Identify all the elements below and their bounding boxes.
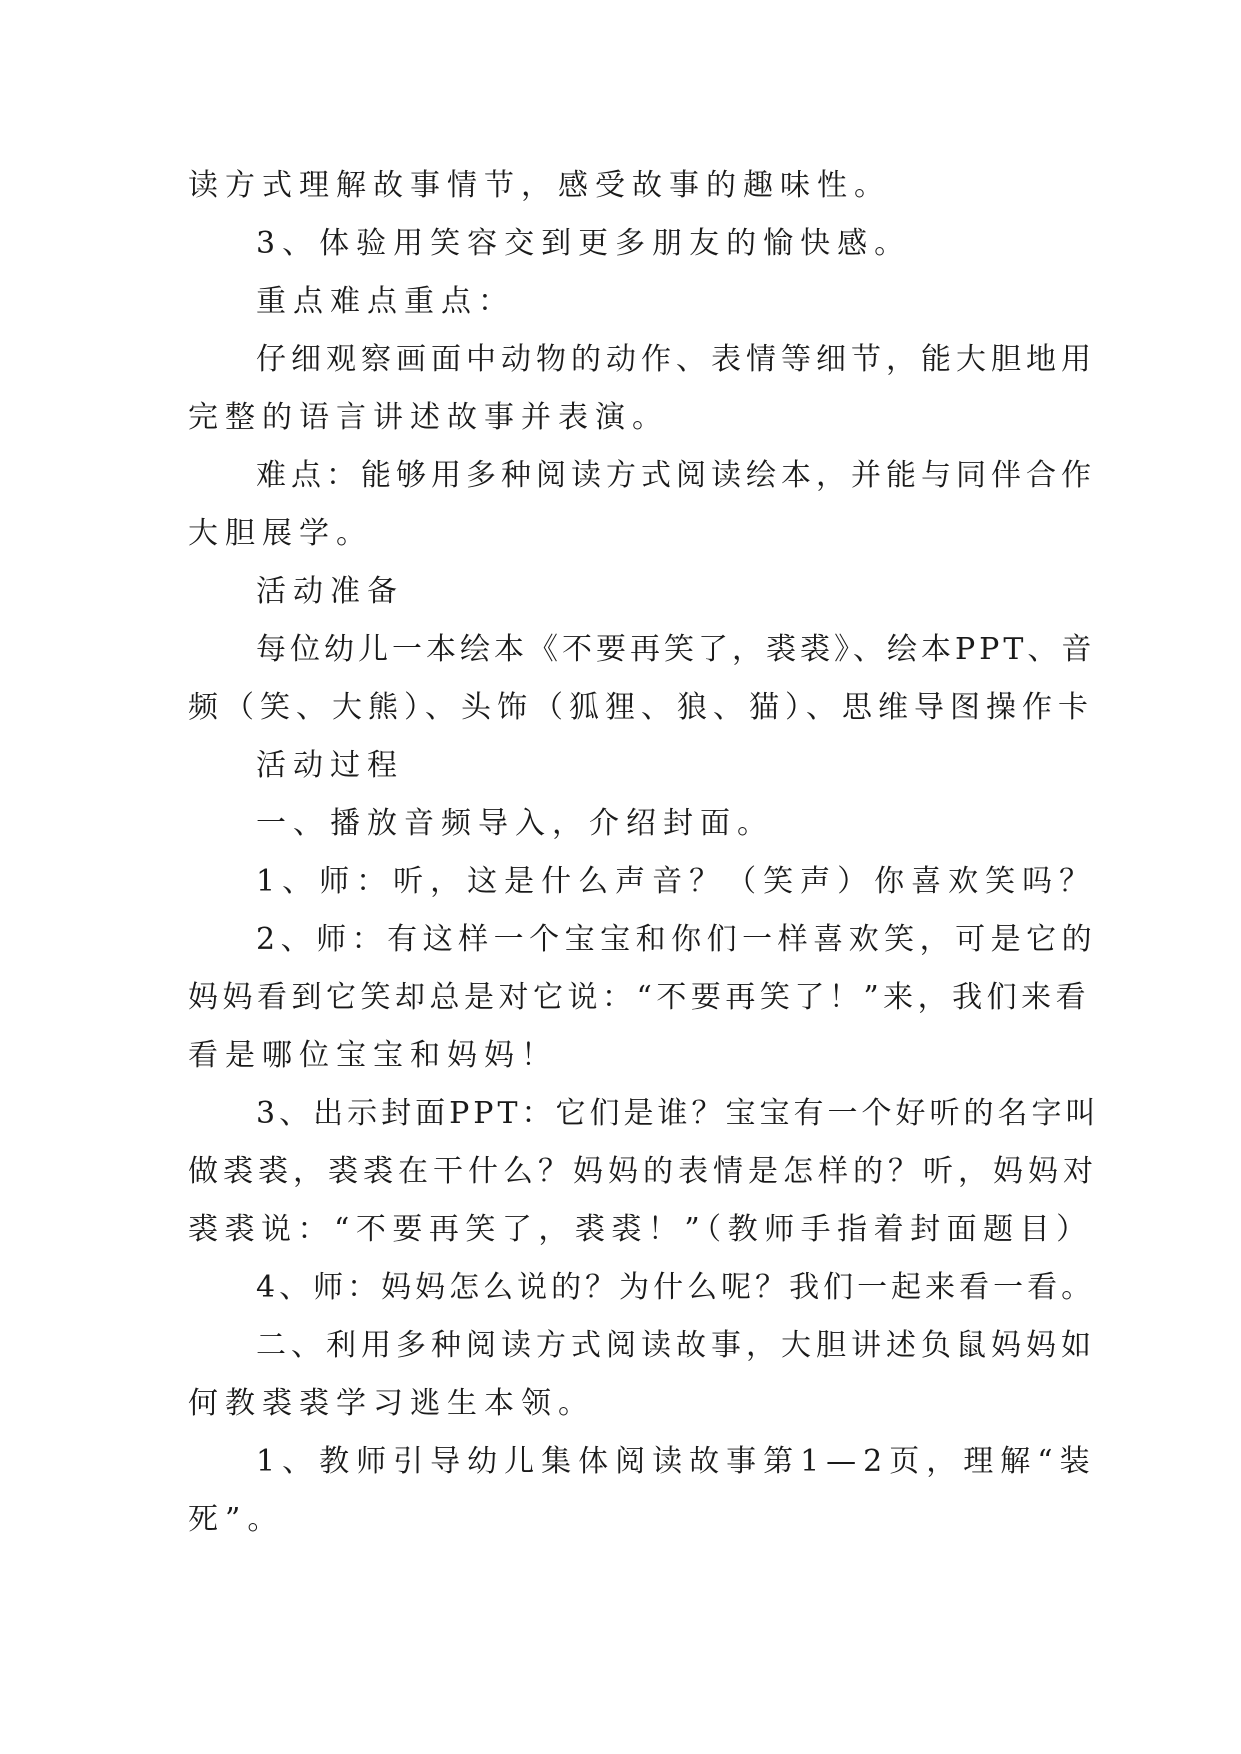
text-line: 3、体验用笑容交到更多朋友的愉快感。 [256, 226, 912, 261]
section-heading: 重点难点重点： [256, 284, 515, 319]
text-line: 1、师：听，这是什么声音？（笑声）你喜欢笑吗？ [256, 864, 1097, 899]
text-line: 3、出示封面PPT：它们是谁？宝宝有一个好听的名字叫 [256, 1096, 1100, 1131]
text-line: 裘裘说：“不要再笑了，裘裘！”（教师手指着封面题目） [188, 1212, 1093, 1247]
text-line: 妈妈看到它笑却总是对它说：“不要再笑了！”来，我们来看 [188, 980, 1091, 1015]
text-line: 看是哪位宝宝和妈妈！ [188, 1038, 558, 1073]
text-line: 频（笑、大熊）、头饰（狐狸、狼、猫）、思维导图操作卡 [188, 690, 1094, 725]
text-line: 每位幼儿一本绘本《不要再笑了，裘裘》、绘本PPT、音 [256, 632, 1096, 667]
text-line: 一、播放音频导入，介绍封面。 [256, 806, 774, 841]
text-line: 仔细观察画面中动物的动作、表情等细节，能大胆地用 [256, 342, 1096, 377]
text-line: 大胆展学。 [188, 516, 373, 551]
text-line: 做裘裘，裘裘在干什么？妈妈的表情是怎样的？听，妈妈对 [188, 1154, 1098, 1189]
text-line: 何教裘裘学习逃生本领。 [188, 1386, 595, 1421]
text-line: 读方式理解故事情节，感受故事的趣味性。 [188, 168, 891, 203]
section-heading: 活动准备 [256, 574, 404, 609]
section-heading: 活动过程 [256, 748, 404, 783]
text-line: 2、师：有这样一个宝宝和你们一样喜欢笑，可是它的 [256, 922, 1098, 957]
text-line: 死”。 [188, 1502, 285, 1537]
text-line: 难点：能够用多种阅读方式阅读绘本，并能与同伴合作 [256, 458, 1096, 493]
text-line: 完整的语言讲述故事并表演。 [188, 400, 669, 435]
text-line: 二、利用多种阅读方式阅读故事，大胆讲述负鼠妈妈如 [256, 1328, 1096, 1363]
text-line: 1、教师引导幼儿集体阅读故事第1—2页，理解“装 [256, 1444, 1097, 1479]
text-line: 4、师：妈妈怎么说的？为什么呢？我们一起来看一看。 [256, 1270, 1096, 1305]
